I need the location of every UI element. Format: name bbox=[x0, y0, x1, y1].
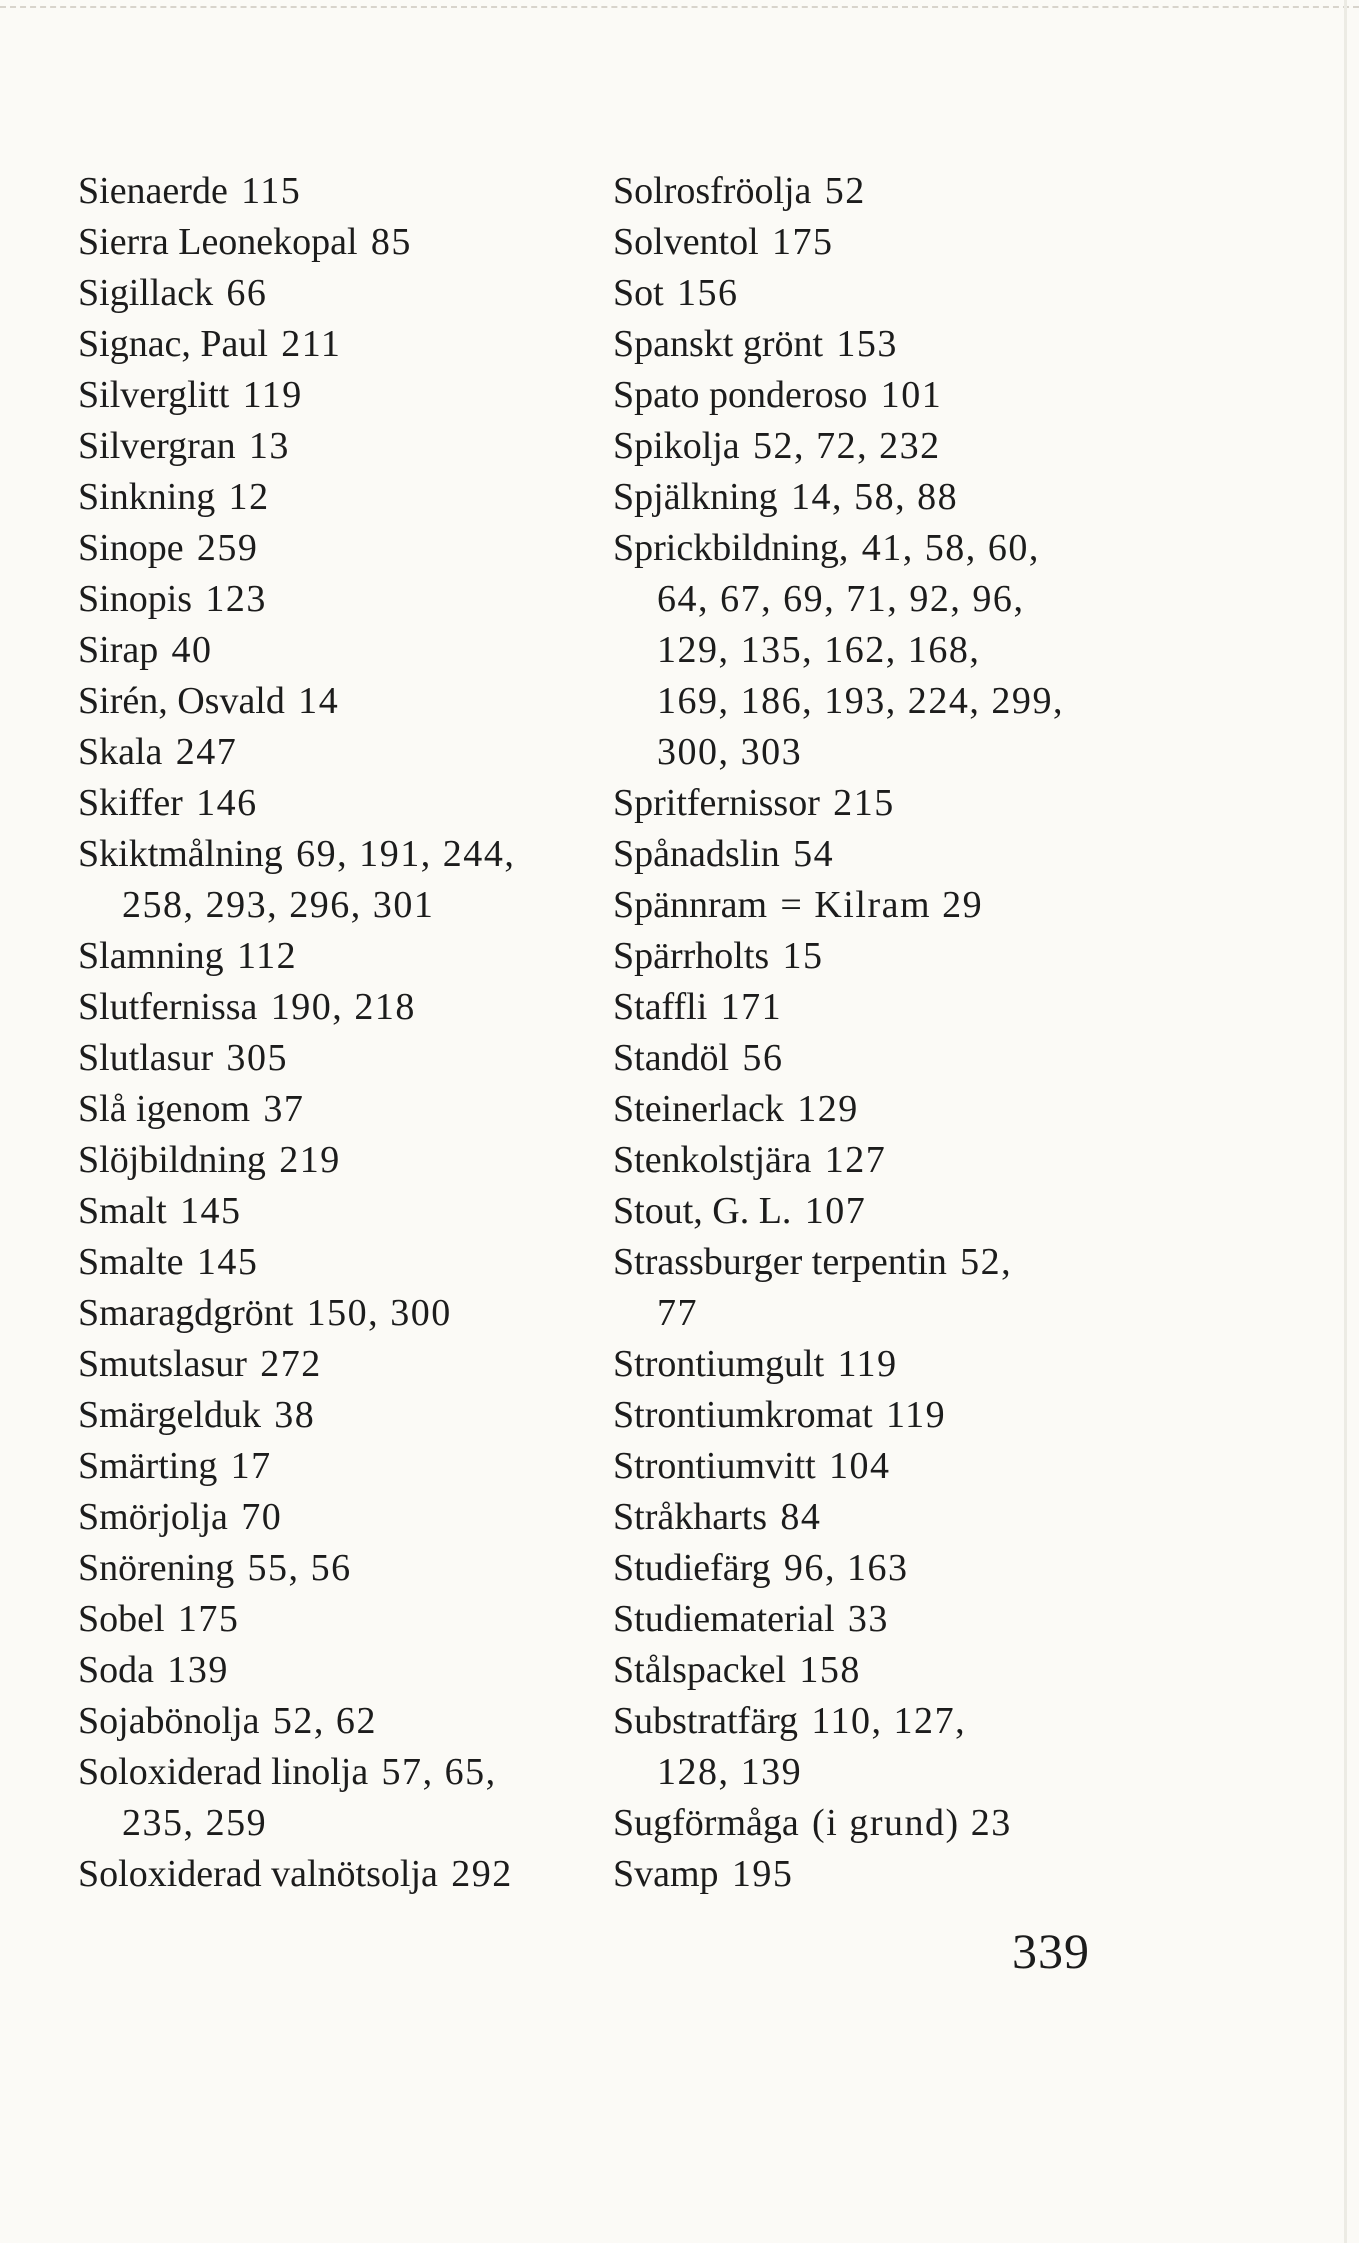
index-term: Smalt bbox=[78, 1190, 167, 1232]
index-page-refs: 101 bbox=[880, 374, 943, 416]
index-term: Slå igenom bbox=[78, 1088, 251, 1130]
index-term: Strontiumvitt bbox=[613, 1445, 816, 1487]
index-term: Skala bbox=[78, 731, 163, 773]
index-entry bbox=[613, 217, 1113, 268]
index-entry bbox=[613, 1390, 1113, 1441]
index-entry bbox=[613, 1339, 1113, 1390]
index-entry bbox=[613, 982, 1113, 1033]
index-term: Staffli bbox=[613, 986, 708, 1028]
index-page-refs: 247 bbox=[175, 731, 238, 773]
index-term: Stout, G. L. bbox=[613, 1190, 792, 1232]
index-page-refs: 119 bbox=[885, 1394, 947, 1436]
index-page-refs: 64, 67, 69, 71, 92, 96, bbox=[657, 578, 1025, 620]
index-page-refs: 127 bbox=[824, 1139, 887, 1181]
index-page-refs: 17 bbox=[230, 1445, 272, 1487]
index-term: Sierra Leonekopal bbox=[78, 221, 358, 263]
index-entry bbox=[78, 727, 578, 778]
index-entry bbox=[78, 370, 578, 421]
index-entry bbox=[613, 829, 1113, 880]
index-page-refs: 258, 293, 296, 301 bbox=[122, 884, 435, 926]
index-term: Spånadslin bbox=[613, 833, 780, 875]
index-term: Solrosfröolja bbox=[613, 170, 812, 212]
page-top-edge bbox=[0, 6, 1359, 8]
index-page-refs: 235, 259 bbox=[122, 1802, 268, 1844]
page-right-edge bbox=[1344, 0, 1347, 2243]
index-entry bbox=[78, 217, 578, 268]
index-entry-continuation bbox=[613, 727, 1113, 778]
index-entry bbox=[78, 1594, 578, 1645]
index-entry bbox=[613, 268, 1113, 319]
index-term: Silverglitt bbox=[78, 374, 230, 416]
index-term: Sugförmåga bbox=[613, 1802, 799, 1844]
index-column-left bbox=[78, 166, 578, 1900]
index-page-refs: 175 bbox=[771, 221, 834, 263]
index-entry bbox=[78, 1747, 578, 1798]
index-term: Slöjbildning bbox=[78, 1139, 266, 1181]
index-entry bbox=[78, 931, 578, 982]
index-term: Slamning bbox=[78, 935, 224, 977]
index-entry bbox=[78, 1135, 578, 1186]
index-page-refs: 52, 62 bbox=[272, 1700, 377, 1742]
index-page-refs: 66 bbox=[226, 272, 268, 314]
index-term: Stålspackel bbox=[613, 1649, 787, 1691]
index-page-refs: 14, 58, 88 bbox=[790, 476, 959, 518]
index-entry bbox=[613, 1033, 1113, 1084]
index-entry-continuation bbox=[613, 1288, 1113, 1339]
index-page-refs: (i grund) 23 bbox=[812, 1802, 1012, 1844]
index-page-refs: 112 bbox=[236, 935, 298, 977]
index-entry bbox=[78, 1696, 578, 1747]
index-entry bbox=[613, 370, 1113, 421]
index-page-refs: 175 bbox=[177, 1598, 240, 1640]
index-page-refs: 104 bbox=[829, 1445, 891, 1487]
index-term: Steinerlack bbox=[613, 1088, 784, 1130]
index-page-refs: 33 bbox=[847, 1598, 889, 1640]
index-entry bbox=[78, 625, 578, 676]
index-term: Stråkharts bbox=[613, 1496, 768, 1538]
index-page-refs: 215 bbox=[833, 782, 895, 824]
index-term: Spritfernissor bbox=[613, 782, 820, 824]
index-entry bbox=[78, 421, 578, 472]
index-term: Skiktmålning bbox=[78, 833, 283, 875]
index-term: Stenkolstjära bbox=[613, 1139, 812, 1181]
index-page-refs: 52, bbox=[960, 1241, 1013, 1283]
index-page-refs: 139 bbox=[167, 1649, 229, 1691]
index-term: Sinope bbox=[78, 527, 184, 569]
index-term: Standöl bbox=[613, 1037, 730, 1079]
index-page-refs: 171 bbox=[720, 986, 783, 1028]
index-term: Spännram bbox=[613, 884, 768, 926]
index-page-refs: 153 bbox=[836, 323, 898, 365]
index-entry bbox=[78, 1645, 578, 1696]
index-term: Sinkning bbox=[78, 476, 216, 518]
index-term: Snörening bbox=[78, 1547, 235, 1589]
index-term: Silvergran bbox=[78, 425, 236, 467]
index-entry bbox=[78, 829, 578, 880]
index-page-refs: 69, 191, 244, bbox=[296, 833, 516, 875]
index-entry bbox=[613, 523, 1113, 574]
index-page-refs: 107 bbox=[804, 1190, 867, 1232]
index-term: Sigillack bbox=[78, 272, 214, 314]
index-term: Smutslasur bbox=[78, 1343, 247, 1385]
index-entry bbox=[613, 1543, 1113, 1594]
index-term: Slutfernissa bbox=[78, 986, 258, 1028]
index-term: Soda bbox=[78, 1649, 154, 1691]
index-entry bbox=[78, 676, 578, 727]
index-page-refs: 52 bbox=[824, 170, 866, 212]
index-entry bbox=[613, 1186, 1113, 1237]
index-page-refs: 145 bbox=[179, 1190, 242, 1232]
index-entry bbox=[78, 166, 578, 217]
index-entry-continuation bbox=[613, 676, 1113, 727]
index-entry bbox=[78, 268, 578, 319]
index-term: Signac, Paul bbox=[78, 323, 268, 365]
index-term: Sirén, Osvald bbox=[78, 680, 285, 722]
index-entry bbox=[78, 1084, 578, 1135]
index-term: Skiffer bbox=[78, 782, 183, 824]
index-page-refs: 41, 58, 60, bbox=[861, 527, 1040, 569]
index-term: Slutlasur bbox=[78, 1037, 214, 1079]
index-term: Substratfärg bbox=[613, 1700, 799, 1742]
index-entry-continuation bbox=[78, 1798, 578, 1849]
index-entry bbox=[78, 1543, 578, 1594]
index-entry bbox=[613, 880, 1113, 931]
index-entry bbox=[613, 421, 1113, 472]
page-number: 339 bbox=[1012, 1923, 1090, 1979]
index-entry bbox=[613, 1084, 1113, 1135]
index-term: Spjälkning bbox=[613, 476, 778, 518]
index-page-refs: 190, 218 bbox=[270, 986, 416, 1028]
index-page-refs: 96, 163 bbox=[783, 1547, 909, 1589]
index-entry bbox=[613, 1594, 1113, 1645]
index-entry bbox=[78, 1390, 578, 1441]
index-entry bbox=[78, 1492, 578, 1543]
index-page-refs: 305 bbox=[226, 1037, 288, 1079]
index-term: Smalte bbox=[78, 1241, 184, 1283]
index-entry bbox=[613, 319, 1113, 370]
index-page-refs: 300, 303 bbox=[657, 731, 803, 773]
index-page-refs: 169, 186, 193, 224, 299, bbox=[657, 680, 1064, 722]
index-term: Strassburger terpentin bbox=[613, 1241, 947, 1283]
index-page-refs: 195 bbox=[731, 1853, 794, 1895]
index-page-refs: 123 bbox=[205, 578, 267, 620]
index-page-refs: 145 bbox=[196, 1241, 259, 1283]
index-term: Soloxiderad linolja bbox=[78, 1751, 369, 1793]
index-page-refs: 54 bbox=[793, 833, 835, 875]
index-term: Sprickbildning, bbox=[613, 527, 849, 569]
index-entry bbox=[613, 166, 1113, 217]
index-page-refs: 272 bbox=[260, 1343, 322, 1385]
index-term: Soloxiderad valnötsolja bbox=[78, 1853, 438, 1895]
index-entry bbox=[613, 1645, 1113, 1696]
index-entry bbox=[613, 931, 1113, 982]
index-entry bbox=[613, 472, 1113, 523]
index-page-refs: 110, 127, bbox=[811, 1700, 967, 1742]
index-page-refs: 128, 139 bbox=[657, 1751, 803, 1793]
index-entry bbox=[78, 778, 578, 829]
index-page-refs: 77 bbox=[657, 1292, 699, 1334]
index-entry bbox=[78, 574, 578, 625]
index-term: Sobel bbox=[78, 1598, 165, 1640]
index-page-refs: 56 bbox=[742, 1037, 784, 1079]
index-entry bbox=[78, 1339, 578, 1390]
index-entry bbox=[78, 1441, 578, 1492]
index-page-refs: 219 bbox=[279, 1139, 341, 1181]
index-entry bbox=[78, 523, 578, 574]
index-entry bbox=[78, 1033, 578, 1084]
index-term: Solventol bbox=[613, 221, 759, 263]
index-term: Sienaerde bbox=[78, 170, 228, 212]
index-term: Spanskt grönt bbox=[613, 323, 824, 365]
index-term: Sojabönolja bbox=[78, 1700, 260, 1742]
index-entry bbox=[613, 1849, 1113, 1900]
index-page-refs: 146 bbox=[196, 782, 258, 824]
index-term: Strontiumkromat bbox=[613, 1394, 873, 1436]
index-page-refs: 129 bbox=[797, 1088, 859, 1130]
index-page-refs: 12 bbox=[228, 476, 270, 518]
index-page-refs: 84 bbox=[780, 1496, 822, 1538]
index-page-refs: 292 bbox=[451, 1853, 513, 1895]
index-page-refs: 38 bbox=[274, 1394, 316, 1436]
index-page-refs: 115 bbox=[241, 170, 302, 212]
index-entry bbox=[78, 319, 578, 370]
index-term: Spikolja bbox=[613, 425, 740, 467]
index-entry bbox=[613, 1441, 1113, 1492]
index-page-refs: 13 bbox=[248, 425, 290, 467]
index-entry-continuation bbox=[613, 1747, 1113, 1798]
index-entry-continuation bbox=[78, 880, 578, 931]
index-entry bbox=[613, 1798, 1113, 1849]
index-entry bbox=[78, 472, 578, 523]
index-term: Svamp bbox=[613, 1853, 719, 1895]
index-term: Spato ponderoso bbox=[613, 374, 868, 416]
index-entry bbox=[613, 1696, 1113, 1747]
index-term: Spärrholts bbox=[613, 935, 770, 977]
index-term: Smaragdgrönt bbox=[78, 1292, 294, 1334]
index-page-refs: = Kilram 29 bbox=[780, 884, 984, 926]
index-term: Smärting bbox=[78, 1445, 218, 1487]
index-page-refs: 156 bbox=[677, 272, 739, 314]
index-column-right bbox=[613, 166, 1113, 1900]
index-term: Sinopis bbox=[78, 578, 193, 620]
index-entry bbox=[613, 1492, 1113, 1543]
index-entry bbox=[613, 778, 1113, 829]
index-entry-continuation bbox=[613, 625, 1113, 676]
index-entry bbox=[78, 1237, 578, 1288]
index-entry bbox=[613, 1135, 1113, 1186]
index-page-refs: 85 bbox=[370, 221, 412, 263]
index-page-refs: 158 bbox=[799, 1649, 861, 1691]
index-term: Studiematerial bbox=[613, 1598, 835, 1640]
index-entry bbox=[78, 1288, 578, 1339]
index-page-refs: 70 bbox=[241, 1496, 283, 1538]
index-entry bbox=[78, 1186, 578, 1237]
index-page-refs: 37 bbox=[263, 1088, 305, 1130]
index-page-refs: 150, 300 bbox=[306, 1292, 452, 1334]
index-entry bbox=[613, 1237, 1113, 1288]
index-term: Strontiumgult bbox=[613, 1343, 825, 1385]
index-page-refs: 40 bbox=[171, 629, 213, 671]
index-entry bbox=[78, 982, 578, 1033]
index-entry bbox=[78, 1849, 578, 1900]
index-page-refs: 259 bbox=[196, 527, 259, 569]
index-page-refs: 57, 65, bbox=[381, 1751, 497, 1793]
index-page-refs: 55, 56 bbox=[247, 1547, 352, 1589]
index-page-refs: 211 bbox=[281, 323, 342, 365]
index-page-refs: 52, 72, 232 bbox=[752, 425, 941, 467]
index-term: Smärgelduk bbox=[78, 1394, 261, 1436]
index-term: Studiefärg bbox=[613, 1547, 771, 1589]
index-entry-continuation bbox=[613, 574, 1113, 625]
index-term: Smörjolja bbox=[78, 1496, 228, 1538]
index-page-refs: 15 bbox=[782, 935, 824, 977]
index-page-refs: 119 bbox=[242, 374, 303, 416]
index-term: Sot bbox=[613, 272, 664, 314]
index-page-refs: 119 bbox=[837, 1343, 898, 1385]
index-page-refs: 14 bbox=[298, 680, 340, 722]
index-page-refs: 129, 135, 162, 168, bbox=[657, 629, 981, 671]
index-term: Sirap bbox=[78, 629, 159, 671]
